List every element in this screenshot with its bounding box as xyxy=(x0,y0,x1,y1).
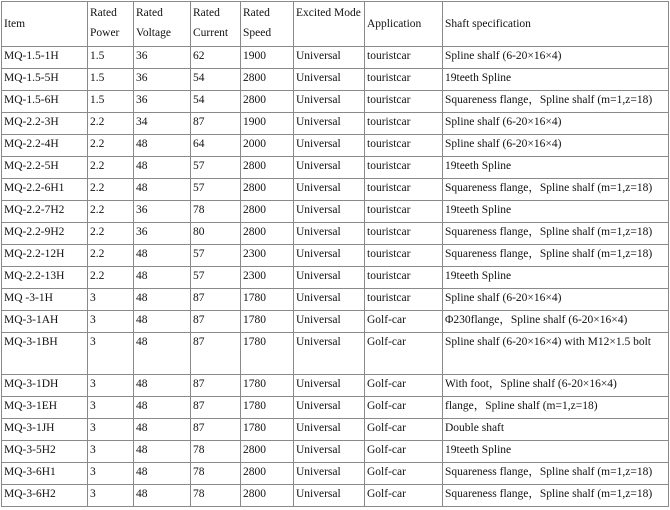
table-row xyxy=(2,485,669,507)
cell-item: MQ-1.5-5H xyxy=(2,69,88,91)
cell-rated-voltage: 48 xyxy=(134,333,191,375)
cell-application: touristcar xyxy=(365,201,443,223)
cell-rated-power: 3 xyxy=(88,375,134,397)
cell-rated-current: 57 xyxy=(191,157,241,179)
table-row xyxy=(2,135,669,157)
header-rated-speed: Rated Speed xyxy=(241,2,294,47)
cell-rated-voltage: 48 xyxy=(134,157,191,179)
cell-rated-speed: 2800 xyxy=(241,463,294,485)
header-rated-power: Rated Power xyxy=(88,2,134,47)
cell-excited-mode: Universal xyxy=(294,113,365,135)
cell-rated-power: 2.2 xyxy=(88,157,134,179)
cell-rated-speed: 1900 xyxy=(241,47,294,69)
motor-spec-table xyxy=(1,1,669,507)
cell-application: Golf-car xyxy=(365,441,443,463)
cell-rated-current: 87 xyxy=(191,113,241,135)
cell-rated-current: 64 xyxy=(191,135,241,157)
cell-rated-power: 2.2 xyxy=(88,245,134,267)
cell-application: touristcar xyxy=(365,157,443,179)
cell-rated-voltage: 48 xyxy=(134,397,191,419)
header-application: Application xyxy=(365,2,443,47)
table-row xyxy=(2,91,669,113)
cell-excited-mode: Universal xyxy=(294,91,365,113)
cell-excited-mode: Universal xyxy=(294,289,365,311)
cell-shaft-specification: Spline shalf (6-20×16×4) xyxy=(443,289,669,311)
cell-application: touristcar xyxy=(365,289,443,311)
cell-excited-mode: Universal xyxy=(294,223,365,245)
table-row xyxy=(2,157,669,179)
table-row xyxy=(2,267,669,289)
cell-shaft-specification: Spline shalf (6-20×16×4) with M12×1.5 bolt xyxy=(443,333,669,375)
cell-shaft-specification: Squareness flange，Spline shalf (m=1,z=18) xyxy=(443,485,669,507)
cell-rated-speed: 1780 xyxy=(241,397,294,419)
cell-item: MQ-3-6H2 xyxy=(2,485,88,507)
cell-rated-speed: 1780 xyxy=(241,311,294,333)
cell-shaft-specification: Squareness flange，Spline shalf (m=1,z=18) xyxy=(443,223,669,245)
table-row xyxy=(2,179,669,201)
cell-excited-mode: Universal xyxy=(294,441,365,463)
cell-rated-power: 3 xyxy=(88,289,134,311)
table-row xyxy=(2,441,669,463)
cell-rated-power: 3 xyxy=(88,441,134,463)
cell-application: Golf-car xyxy=(365,397,443,419)
cell-rated-current: 57 xyxy=(191,267,241,289)
cell-application: touristcar xyxy=(365,113,443,135)
cell-rated-voltage: 36 xyxy=(134,47,191,69)
cell-rated-current: 87 xyxy=(191,289,241,311)
table-row xyxy=(2,245,669,267)
cell-excited-mode: Universal xyxy=(294,201,365,223)
header-rated-voltage: Rated Voltage xyxy=(134,2,191,47)
cell-application: touristcar xyxy=(365,47,443,69)
cell-rated-power: 3 xyxy=(88,419,134,441)
cell-rated-current: 87 xyxy=(191,419,241,441)
cell-application: touristcar xyxy=(365,223,443,245)
cell-rated-current: 87 xyxy=(191,311,241,333)
cell-rated-voltage: 34 xyxy=(134,113,191,135)
cell-rated-power: 1.5 xyxy=(88,91,134,113)
cell-application: touristcar xyxy=(365,245,443,267)
cell-rated-speed: 1780 xyxy=(241,375,294,397)
cell-rated-power: 3 xyxy=(88,463,134,485)
cell-excited-mode: Universal xyxy=(294,375,365,397)
cell-rated-speed: 1780 xyxy=(241,289,294,311)
cell-shaft-specification: Squareness flange，Spline shalf (m=1,z=18) xyxy=(443,179,669,201)
cell-rated-power: 2.2 xyxy=(88,267,134,289)
cell-excited-mode: Universal xyxy=(294,419,365,441)
cell-item: MQ-3-1EH xyxy=(2,397,88,419)
cell-excited-mode: Universal xyxy=(294,179,365,201)
cell-rated-current: 62 xyxy=(191,47,241,69)
table-row xyxy=(2,311,669,333)
cell-application: Golf-car xyxy=(365,311,443,333)
cell-rated-speed: 2800 xyxy=(241,91,294,113)
table-row xyxy=(2,69,669,91)
table-row xyxy=(2,419,669,441)
cell-rated-speed: 1780 xyxy=(241,333,294,375)
header-excited-mode: Excited Mode xyxy=(294,2,365,47)
cell-excited-mode: Universal xyxy=(294,485,365,507)
cell-rated-power: 2.2 xyxy=(88,201,134,223)
cell-rated-current: 87 xyxy=(191,375,241,397)
cell-excited-mode: Universal xyxy=(294,135,365,157)
cell-excited-mode: Universal xyxy=(294,267,365,289)
cell-rated-power: 3 xyxy=(88,485,134,507)
cell-rated-voltage: 48 xyxy=(134,289,191,311)
cell-rated-current: 78 xyxy=(191,463,241,485)
cell-rated-voltage: 48 xyxy=(134,375,191,397)
cell-rated-voltage: 48 xyxy=(134,419,191,441)
cell-shaft-specification: Spline shalf (6-20×16×4) xyxy=(443,47,669,69)
cell-rated-speed: 1900 xyxy=(241,113,294,135)
cell-item: MQ-3-1AH xyxy=(2,311,88,333)
cell-shaft-specification: Squareness flange，Spline shalf (m=1,z=18) xyxy=(443,463,669,485)
header-item: Item xyxy=(2,2,88,47)
cell-shaft-specification: flange，Spline shalf (m=1,z=18) xyxy=(443,397,669,419)
cell-application: touristcar xyxy=(365,179,443,201)
cell-rated-speed: 2800 xyxy=(241,69,294,91)
cell-item: MQ-1.5-6H xyxy=(2,91,88,113)
cell-shaft-specification: With foot，Spline shalf (6-20×16×4) xyxy=(443,375,669,397)
cell-shaft-specification: Squareness flange，Spline shalf (m=1,z=18) xyxy=(443,245,669,267)
cell-rated-voltage: 36 xyxy=(134,91,191,113)
cell-excited-mode: Universal xyxy=(294,69,365,91)
cell-excited-mode: Universal xyxy=(294,311,365,333)
cell-rated-current: 57 xyxy=(191,245,241,267)
cell-rated-power: 2.2 xyxy=(88,223,134,245)
cell-application: Golf-car xyxy=(365,419,443,441)
cell-rated-voltage: 48 xyxy=(134,267,191,289)
cell-rated-current: 57 xyxy=(191,179,241,201)
cell-excited-mode: Universal xyxy=(294,245,365,267)
cell-rated-speed: 2800 xyxy=(241,223,294,245)
cell-excited-mode: Universal xyxy=(294,157,365,179)
cell-rated-voltage: 48 xyxy=(134,135,191,157)
cell-shaft-specification: 19teeth Spline xyxy=(443,267,669,289)
cell-rated-speed: 2000 xyxy=(241,135,294,157)
cell-rated-current: 54 xyxy=(191,91,241,113)
cell-application: touristcar xyxy=(365,69,443,91)
cell-excited-mode: Universal xyxy=(294,397,365,419)
cell-item: MQ-2.2-5H xyxy=(2,157,88,179)
cell-application: Golf-car xyxy=(365,485,443,507)
table-row xyxy=(2,223,669,245)
cell-rated-speed: 2300 xyxy=(241,245,294,267)
cell-shaft-specification: 19teeth Spline xyxy=(443,201,669,223)
cell-item: MQ-2.2-7H2 xyxy=(2,201,88,223)
cell-rated-speed: 2800 xyxy=(241,179,294,201)
cell-application: touristcar xyxy=(365,267,443,289)
cell-rated-speed: 1780 xyxy=(241,419,294,441)
table-row xyxy=(2,375,669,397)
cell-rated-power: 3 xyxy=(88,311,134,333)
cell-rated-current: 54 xyxy=(191,69,241,91)
cell-item: MQ-3-5H2 xyxy=(2,441,88,463)
cell-rated-current: 87 xyxy=(191,397,241,419)
cell-rated-current: 78 xyxy=(191,201,241,223)
cell-rated-current: 80 xyxy=(191,223,241,245)
cell-rated-speed: 2800 xyxy=(241,485,294,507)
cell-item: MQ -3-1H xyxy=(2,289,88,311)
header-rated-current: Rated Current xyxy=(191,2,241,47)
cell-application: touristcar xyxy=(365,91,443,113)
cell-rated-voltage: 48 xyxy=(134,441,191,463)
cell-item: MQ-2.2-9H2 xyxy=(2,223,88,245)
cell-item: MQ-3-1BH xyxy=(2,333,88,375)
cell-item: MQ-2.2-12H xyxy=(2,245,88,267)
header-row xyxy=(2,2,669,47)
table-row xyxy=(2,113,669,135)
cell-item: MQ-2.2-4H xyxy=(2,135,88,157)
cell-rated-voltage: 48 xyxy=(134,245,191,267)
cell-shaft-specification: Double shaft xyxy=(443,419,669,441)
cell-item: MQ-2.2-6H1 xyxy=(2,179,88,201)
table-row xyxy=(2,463,669,485)
table-row xyxy=(2,47,669,69)
cell-rated-speed: 2300 xyxy=(241,267,294,289)
cell-shaft-specification: 19teeth Spline xyxy=(443,441,669,463)
cell-rated-current: 78 xyxy=(191,441,241,463)
table-row xyxy=(2,201,669,223)
cell-excited-mode: Universal xyxy=(294,463,365,485)
cell-rated-power: 2.2 xyxy=(88,113,134,135)
cell-rated-voltage: 36 xyxy=(134,201,191,223)
cell-application: Golf-car xyxy=(365,333,443,375)
cell-excited-mode: Universal xyxy=(294,333,365,375)
cell-rated-power: 2.2 xyxy=(88,179,134,201)
cell-rated-voltage: 36 xyxy=(134,223,191,245)
cell-rated-current: 78 xyxy=(191,485,241,507)
cell-shaft-specification: Spline shalf (6-20×16×4) xyxy=(443,135,669,157)
cell-shaft-specification: 19teeth Spline xyxy=(443,157,669,179)
table-row xyxy=(2,397,669,419)
cell-shaft-specification: 19teeth Spline xyxy=(443,69,669,91)
cell-rated-power: 3 xyxy=(88,333,134,375)
cell-item: MQ-3-1DH xyxy=(2,375,88,397)
cell-item: MQ-1.5-1H xyxy=(2,47,88,69)
cell-rated-voltage: 36 xyxy=(134,69,191,91)
cell-shaft-specification: Squareness flange，Spline shalf (m=1,z=18) xyxy=(443,91,669,113)
cell-rated-power: 1.5 xyxy=(88,69,134,91)
cell-excited-mode: Universal xyxy=(294,47,365,69)
cell-rated-speed: 2800 xyxy=(241,201,294,223)
cell-rated-current: 87 xyxy=(191,333,241,375)
cell-item: MQ-2.2-13H xyxy=(2,267,88,289)
cell-rated-voltage: 48 xyxy=(134,485,191,507)
table-row xyxy=(2,289,669,311)
cell-rated-speed: 2800 xyxy=(241,157,294,179)
cell-item: MQ-2.2-3H xyxy=(2,113,88,135)
header-shaft-specification: Shaft specification xyxy=(443,2,669,47)
cell-rated-power: 3 xyxy=(88,397,134,419)
cell-rated-voltage: 48 xyxy=(134,179,191,201)
cell-rated-voltage: 48 xyxy=(134,463,191,485)
cell-application: Golf-car xyxy=(365,463,443,485)
cell-item: MQ-3-1JH xyxy=(2,419,88,441)
cell-rated-power: 2.2 xyxy=(88,135,134,157)
cell-rated-power: 1.5 xyxy=(88,47,134,69)
cell-shaft-specification: Spline shalf (6-20×16×4) xyxy=(443,113,669,135)
cell-rated-speed: 2800 xyxy=(241,441,294,463)
cell-application: Golf-car xyxy=(365,375,443,397)
cell-application: touristcar xyxy=(365,135,443,157)
cell-item: MQ-3-6H1 xyxy=(2,463,88,485)
cell-rated-voltage: 48 xyxy=(134,311,191,333)
cell-shaft-specification: Φ230flange，Spline shalf (6-20×16×4) xyxy=(443,311,669,333)
table-row xyxy=(2,333,669,375)
